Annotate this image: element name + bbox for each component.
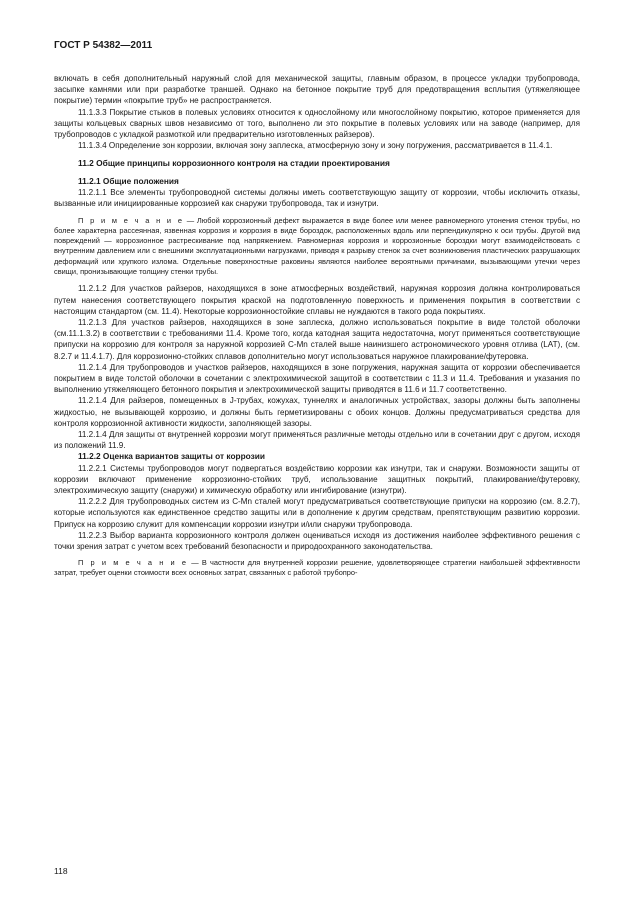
document-page: [54, 40, 580, 585]
document-header: ГОСТ Р 54382—2011: [54, 40, 153, 51]
paragraph-continuation: включать в себя дополнительный наружный слой для механической защиты, главным образом, в процессе укладки трубопровода, засыпке камнями или при разработке траншей. Однако на бетонное покрытие труб для предотвращения всплытия (утяжеляющее покрытие) термин «покрытие труб» не распространяется.: [54, 74, 580, 106]
note-block-2: [54, 558, 580, 579]
paragraph-11-2-1-4a: 11.2.1.4 Для трубопроводов и участков райзеров, находящихся в зоне погружения, наружная защита от коррозии обеспечивается покрытием в виде толстой оболочки в сочетании с электрохимической защитой в соответствии с 11.3 и 11.4. Требования и указания по выполнению утяжеляющего бетонного покрытия и электрохимической защиты приводятся в 11.6 и 11.7 соответственно.: [54, 362, 580, 395]
paragraph-11-2-1-2: 11.2.1.2 Для участков райзеров, находящихся в зоне атмосферных воздействий, наружная коррозия должна контролироваться путем нанесения соответствующего покрытия краской на подготовленную поверхность и применения покрытия в соответствии с настоящим стандартом (см. 11.4). Некоторые коррозионностойкие сплавы не нуждаются в такого рода покрытиях.: [54, 284, 580, 316]
note-text: — Любой коррозионный дефект выражается в виде более или менее равномерного утонения стенок трубы, но более характерна рассеянная, язвенная коррозия и коррозия в виде бороздок, расположенных вдоль или перпендикулярно к оси трубы. Другой вид повреждений — коррозионное растрескивание под напряжением. Равномерная коррозия и коррозионные бороздки могут взаимодействовать с внутренним давлением или с внешними эксплуатационными нагрузками, приводя к разрыву стенок за счет возникновения пластических разрушающих деформаций или хрупкого излома. Отдельные поверхностные раковины являются наиболее вероятными причинами, вызывающими утечки через свищи, пронизывающие толщину стенки трубы.: [54, 215, 580, 277]
note-text: — В частности для внутренней коррозии решение, удовлетворяющее стратегии наибольшей эффективности затрат, требует оценки стоимости всех основных затрат, связанных с работой трубопро-: [54, 558, 580, 578]
paragraph-11-2-2-3: 11.2.2.3 Выбор варианта коррозионного контроля должен оцениваться исходя из достижения наиболее эффективного решения с точки зрения затрат с учетом всех требований безопасности и природоохранного законодательства.: [54, 530, 580, 551]
subsection-heading-11-2-2: 11.2.2 Оценка вариантов защиты от коррозии: [78, 451, 265, 462]
subsection-heading-11-2-1: 11.2.1 Общие положения: [78, 175, 179, 186]
paragraph-11-1-3-3: 11.1.3.3 Покрытие стыков в полевых условиях относится к однослойному или многослойному покрытию, которое применяется для защиты кольцевых сварных швов независимо от того, выполнено ли это покрытие в полевых условиях или на заводе (например, для трубопроводов с укладкой размоткой или предварительно изготовленных райзеров).: [54, 107, 580, 140]
paragraph-11-2-1-3: 11.2.1.3 Для участков райзеров, находящихся в зоне заплеска, должно использоваться покрытие в виде толстой оболочки (см.11.1.3.2) в соответствии с требованиями 11.4. Кроме того, когда катодная защита недостаточна, могут применяться соответствующие припуски на коррозию для контроля за наружной коррозией С-Mn сталей выше наинизшего астрономического уровня отлива (LAT), (см. 8.2.7 и 11.4.1.7). Для коррозионно-стойких сплавов дополнительно могут использоваться наружное плакирование/футеровка.: [54, 317, 580, 361]
page-number: 118: [54, 866, 68, 876]
paragraph-11-2-1-1: 11.2.1.1 Все элементы трубопроводной системы должны иметь соответствующую защиту от коррозии, чтобы исключить отказы, вызванные или инициированные коррозией как снаружи трубопровода, так и изнутри.: [54, 188, 580, 209]
paragraph-11-2-1-4c: 11.2.1.4 Для защиты от внутренней коррозии могут применяться различные методы отдельно или в сочетании друг с другом, исходя из положений 11.9.: [54, 429, 580, 451]
paragraph-11-1-3-4: 11.1.3.4 Определение зон коррозии, включая зону заплеска, атмосферную зону и зону погружения, рассматривается в 11.4.1.: [78, 141, 553, 151]
note-label: П р и м е ч а н и е: [78, 215, 184, 225]
section-heading-11-2: 11.2 Общие принципы коррозионного контроля на стадии проектирования: [78, 158, 390, 169]
note-label: П р и м е ч а н и е: [78, 558, 189, 568]
paragraph-11-2-1-4b: 11.2.1.4 Для райзеров, помещенных в J-трубах, кожухах, туннелях и аналогичных устройствах, зазоры должны быть заполнены жидкостью, не вызывающей коррозию, и должны быть герметизированы с обоих концов. Должны предусматриваться средства для контроля коррозионной активности жидкости, заполняющей зазоры.: [54, 396, 580, 428]
paragraph-11-2-2-1: 11.2.2.1 Системы трубопроводов могут подвергаться воздействию коррозии как изнутри, так и снаружи. Возможности защиты от коррозии включают применение коррозионно-стойких труб, использование защитных покрытий, плакирование/футеровку, электрохимическую защиту (снаружи) и химическую обработку или ингибирование (изнутри).: [54, 463, 580, 495]
note-block-1: [54, 216, 580, 278]
paragraph-11-2-2-2: 11.2.2.2 Для трубопроводных систем из С-Mn сталей могут предусматриваться соответствующие припуски на коррозию (см. 8.2.7), которые используются как единственное средство защиты или в дополнение к другим средствам, препятствующим развитию коррозии. Припуск на коррозию служит для компенсации коррозии изнутри и/или снаружи трубопровода.: [54, 497, 580, 529]
